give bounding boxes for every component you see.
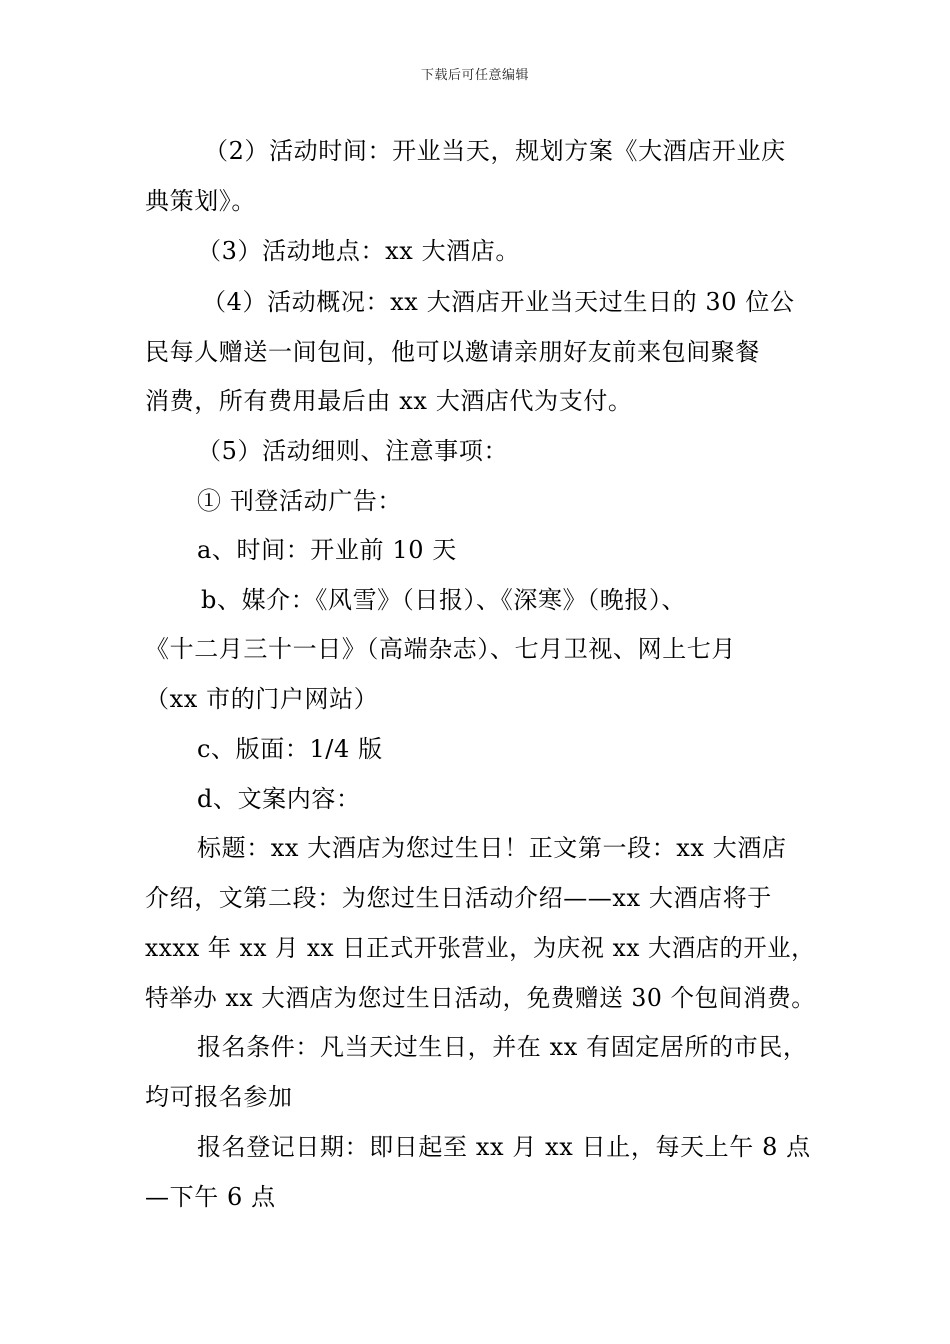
body-line: 典策划》。 (145, 187, 256, 215)
body-line: 报名登记日期：即日起至 xx 月 xx 日止，每天上午 8 点 (197, 1133, 811, 1161)
body-line: 介绍，文第二段：为您过生日活动介绍——xx 大酒店将于 (145, 884, 772, 912)
body-line: 报名条件：凡当天过生日，并在 xx 有固定居所的市民， (197, 1033, 808, 1061)
body-line: （5）活动细则、注意事项： (197, 437, 509, 465)
body-line: 《十二月三十一日》（高端杂志）、七月卫视、网上七月 (145, 635, 736, 663)
body-line: c、版面：1/4 版 (197, 735, 383, 763)
body-line: ① 刊登活动广告： (197, 487, 403, 515)
body-line: （2）活动时间：开业当天，规划方案《大酒店开业庆 (204, 137, 786, 165)
body-line: （xx 市的门户网站） (145, 685, 379, 713)
body-line: —下午 6 点 (145, 1183, 276, 1211)
body-line: 消费，所有费用最后由 xx 大酒店代为支付。 (145, 387, 633, 415)
body-line: 民每人赠送一间包间，他可以邀请亲朋好友前来包间聚餐 (145, 338, 760, 366)
body-line: a、时间：开业前 10 天 (197, 536, 457, 564)
body-line: xxxx 年 xx 月 xx 日正式开张营业，为庆祝 xx 大酒店的开业， (145, 934, 815, 962)
body-line: （4）活动概况：xx 大酒店开业当天过生日的 30 位公 (202, 288, 795, 316)
body-line: 标题：xx 大酒店为您过生日！正文第一段：xx 大酒店 (197, 834, 787, 862)
body-line: 特举办 xx 大酒店为您过生日活动，免费赠送 30 个包间消费。 (145, 984, 816, 1012)
page-header: 下载后可任意编辑 (420, 68, 529, 83)
body-line: 均可报名参加 (145, 1083, 293, 1111)
body-line: （3）活动地点：xx 大酒店。 (197, 237, 520, 265)
body-line: b、媒介：《风雪》（日报）、《深寒》（晚报）、 (201, 586, 687, 614)
body-line: d、文案内容： (197, 785, 361, 813)
